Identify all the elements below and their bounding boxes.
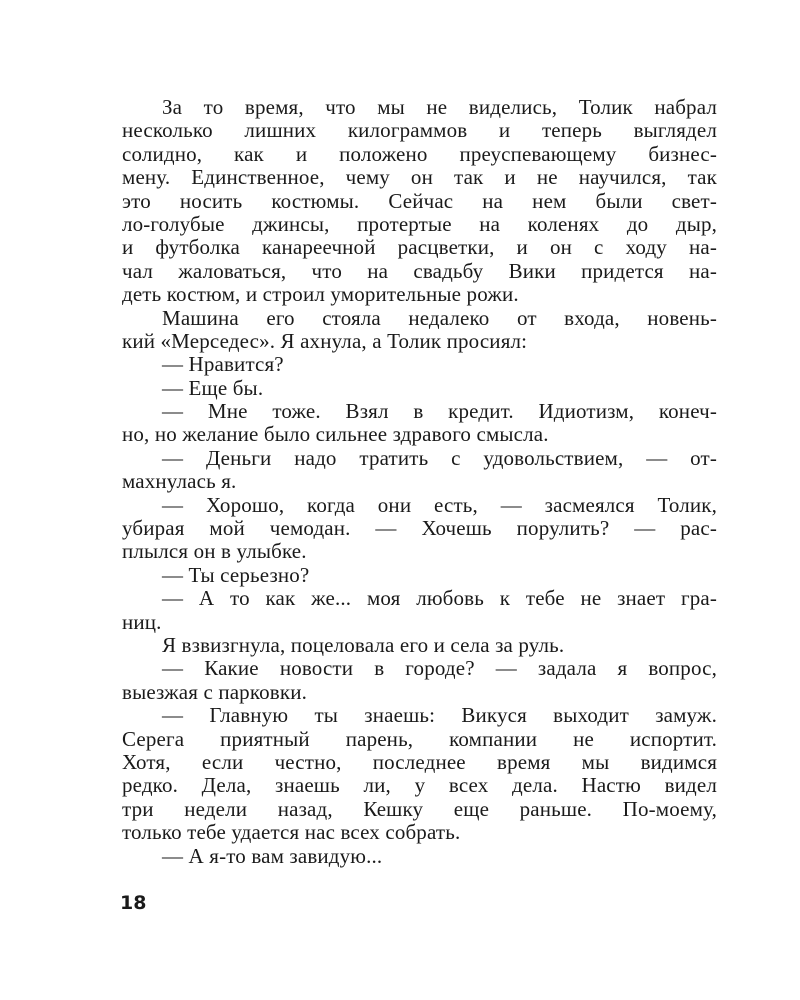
text-line: мену. Единственное, чему он так и не научился, так — [122, 165, 717, 190]
text-line: чал жаловаться, что на свадьбу Вики придется на- — [122, 258, 717, 283]
text-line: — Ты серьезно? — [162, 562, 310, 587]
text-line: Хотя, если честно, последнее время мы видимся — [122, 749, 717, 774]
text-line: солидно, как и положено преуспевающему бизнес- — [122, 141, 717, 166]
text-line: это носить костюмы. Сейчас на нем были свет- — [122, 188, 717, 213]
text-line: несколько лишних килограммов и теперь выглядел — [122, 118, 717, 143]
text-line: Я взвизгнула, поцеловала его и села за руль. — [162, 632, 565, 657]
text-line: три недели назад, Кешку еще раньше. По-моему, — [122, 796, 717, 821]
text-line: — Хорошо, когда они есть, — засмеялся Толик, — [162, 492, 717, 517]
text-line: Машина его стояла недалеко от входа, новень- — [162, 305, 717, 330]
text-line: — Какие новости в городе? — задала я вопрос, — [162, 656, 717, 681]
text-line: — Деньги надо тратить с удовольствием, — от- — [162, 445, 717, 470]
text-line: — Нравится? — [162, 352, 284, 377]
text-line: ло-голубые джинсы, протертые на коленях до дыр, — [122, 211, 717, 236]
text-line: — А то как же... моя любовь к тебе не знает гра- — [162, 586, 717, 611]
text-line: выезжая с парковки. — [122, 679, 307, 704]
page-number: 18 — [120, 892, 147, 914]
text-line: Серега приятный парень, компании не испортит. — [122, 726, 717, 751]
text-line: За то время, что мы не виделись, Толик набрал — [162, 95, 717, 119]
text-line: кий «Мерседес». Я ахнула, а Толик просиял: — [122, 328, 528, 353]
text-line: — Мне тоже. Взял в кредит. Идиотизм, конеч- — [162, 399, 717, 424]
text-line: — А я-то вам завидую... — [162, 843, 383, 868]
text-line: ниц. — [122, 609, 162, 634]
text-line: редко. Дела, знаешь ли, у всех дела. Настю видел — [122, 773, 717, 798]
text-line: махнулась я. — [122, 469, 237, 494]
text-line: и футболка канареечной расцветки, и он с ходу на- — [122, 235, 717, 260]
text-line: деть костюм, и строил уморительные рожи. — [122, 282, 519, 307]
text-line: — Главную ты знаешь: Викуся выходит замуж. — [162, 703, 717, 728]
text-line: плылся он в улыбке. — [122, 539, 307, 564]
text-line: — Еще бы. — [162, 375, 264, 400]
text-line: но, но желание было сильнее здравого смысла. — [122, 422, 549, 447]
text-line: только тебе удается нас всех собрать. — [122, 820, 461, 845]
text-line: убирая мой чемодан. — Хочешь порулить? — рас- — [122, 516, 717, 541]
body-text — [122, 96, 717, 868]
